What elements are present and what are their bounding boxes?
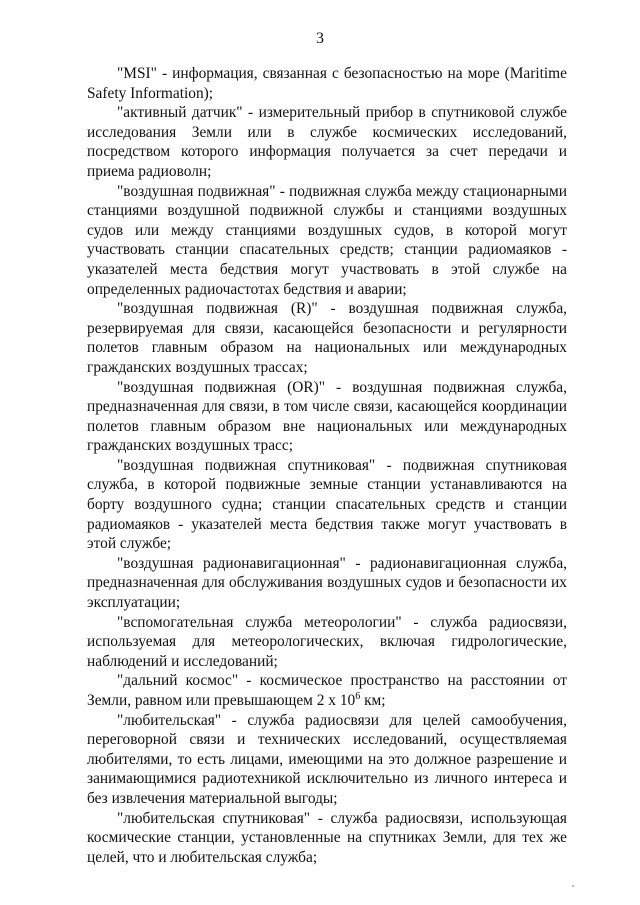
term: "вспомогательная служба метеорологии" bbox=[117, 613, 402, 631]
definition-text: - служба радиосвязи, использующая космические станции, установленные на спутниках Земли, для тех же целей, что и любительская служба; bbox=[87, 809, 567, 866]
definition-text: - служба радиосвязи для целей самообучения, переговорной связи и технических исследований, осуществляемая любителями, то есть лицами, имеющими на это должное разрешение и занимающимися радиотехникой исключительно из личного интереса и без извлечения материальной выгоды; bbox=[87, 711, 567, 807]
definition-aeronautical-mobile-r bbox=[87, 299, 567, 377]
definition-text: - информация, связанная с безопасностью на море (Maritime Safety Information); bbox=[87, 65, 567, 102]
term: "воздушная подвижная (R)" bbox=[117, 300, 318, 318]
definition-aeronautical-mobile bbox=[87, 182, 567, 300]
definition-active-sensor bbox=[87, 103, 567, 181]
definition-aeronautical-mobile-satellite bbox=[87, 456, 567, 554]
definition-meteorological-aids bbox=[87, 613, 567, 672]
definition-text: - радионавигационная служба, предназначенная для обслуживания воздушных судов и безопасности их эксплуатации; bbox=[87, 554, 567, 612]
term: "воздушная подвижная" bbox=[117, 182, 276, 200]
definition-aeronautical-mobile-or bbox=[87, 378, 567, 456]
exponent: 6 bbox=[355, 690, 361, 702]
term: "активный датчик" bbox=[117, 104, 243, 122]
term: "воздушная подвижная спутниковая" bbox=[117, 456, 376, 474]
definition-text: - воздушная подвижная служба, предназначенная для связи, в том числе связи, касающейся координации полетов главным образом вне национальных или международных гражданских воздушных трасс; bbox=[87, 378, 567, 455]
scan-speck bbox=[572, 885, 574, 887]
term: "MSI" bbox=[117, 65, 157, 82]
term: "воздушная радионавигационная" bbox=[117, 554, 346, 572]
definition-text: - воздушная подвижная служба, резервируемая для связи, касающейся безопасности и регулярности полетов главным образом на национальных или международных гражданских воздушных трассах; bbox=[87, 300, 567, 376]
definition-text: - служба радиосвязи, используемая для метеорологических, включая гидрологические, наблюдений и исследований; bbox=[87, 613, 567, 670]
definition-text: - подвижная спутниковая служба, в которой подвижные земные станции устанавливаются на борту воздушного судна; станции спасательных средств и станции радиомаяков - указателей места бедствия также могут участвовать в этой службе; bbox=[87, 456, 567, 553]
definition-amateur bbox=[87, 711, 567, 809]
definition-msi bbox=[87, 64, 567, 103]
definition-aeronautical-radionavigation bbox=[87, 554, 567, 613]
definition-text: - измерительный прибор в спутниковой службе исследования Земли или в службе космических исследований, посредством которого информация получается за счет передачи и приема радиоволн; bbox=[87, 104, 567, 180]
definition-deep-space bbox=[87, 671, 567, 710]
document-body bbox=[87, 64, 567, 867]
term: "любительская" bbox=[117, 711, 222, 729]
term: "любительская спутниковая" bbox=[117, 809, 311, 827]
term: "дальний космос" bbox=[117, 672, 239, 690]
definition-text-end: км; bbox=[360, 692, 386, 709]
definition-amateur-satellite bbox=[87, 809, 567, 868]
definition-text: - подвижная служба между стационарными станциями воздушной подвижной службы и станциями воздушных судов или между станциями воздушных судов, в которой могут участвовать станции спасательных средств; станции радиомаяков - указателей места бедствия могут участвовать в этой службе на определенных радиочастотах бедствия и аварии; bbox=[87, 182, 567, 298]
term: "воздушная подвижная (OR)" bbox=[117, 378, 326, 396]
page-number: 3 bbox=[316, 30, 324, 47]
definition-text: - космическое пространство на расстоянии от Земли, равном или превышающем 2 x 10 bbox=[87, 672, 568, 709]
